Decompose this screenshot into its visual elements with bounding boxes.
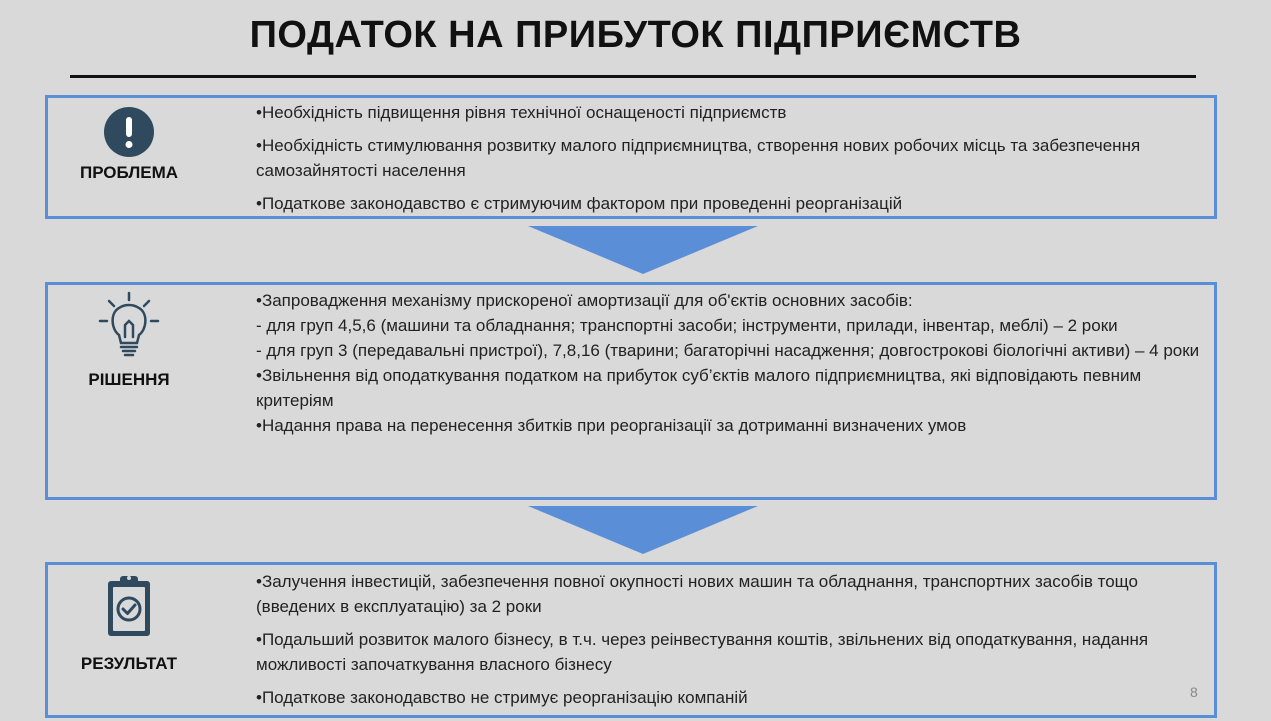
solution-item-1: •Запровадження механізму прискореної амортизації для об'єктів основних засобів: — [256, 291, 913, 310]
solution-item-4: •Звільнення від оподаткування податком на прибуток суб’єктів малого підприємництва, які відповідають певним критеріям — [256, 366, 1142, 410]
lightbulb-icon — [97, 291, 161, 359]
problem-text — [256, 100, 1208, 216]
solution-label: РІШЕННЯ — [88, 370, 170, 389]
solution-item-5: •Надання права на перенесення збитків при реорганізації за дотриманні визначених умов — [256, 416, 967, 435]
down-arrow-1 — [528, 226, 758, 276]
problem-item-2: •Необхідність стимулювання розвитку малого підприємництва, створення нових робочих місць та забезпечення самозайнятості населення — [256, 136, 1141, 180]
problem-item-1: •Необхідність підвищення рівня технічної оснащеності підприємств — [256, 103, 787, 122]
problem-label: ПРОБЛЕМА — [79, 163, 179, 182]
result-item-2: •Подальший розвиток малого бізнесу, в т.ч. через реінвестування коштів, звільнених від оподаткування, надання можливості започаткування власного бізнесу — [256, 630, 1149, 674]
title-underline — [70, 75, 1196, 78]
clipboard-check-icon — [104, 573, 154, 639]
down-arrow-2 — [528, 506, 758, 556]
solution-item-3: - для груп 3 (передавальні пристрої), 7,8,16 (тварини; багаторічні насадження; довгострокові біологічні активи) – 4 роки — [256, 341, 1200, 360]
solution-icon-column — [48, 285, 210, 497]
solution-text — [256, 288, 1208, 438]
result-text — [256, 569, 1208, 710]
solution-item-2: - для груп 4,5,6 (машини та обладнання; транспортні засоби; інструменти, прилади, інвентар, меблі) – 2 роки — [256, 316, 1118, 335]
result-item-3: •Податкове законодавство не стримує реорганізацію компаній — [256, 688, 748, 707]
result-icon-column — [48, 565, 210, 715]
page-number: 8 — [1190, 684, 1198, 700]
exclamation-circle-icon — [103, 106, 155, 158]
solution-box — [45, 282, 1217, 500]
problem-item-3: •Податкове законодавство є стримуючим фактором при проведенні реорганізацій — [256, 194, 903, 213]
result-box — [45, 562, 1217, 718]
problem-box — [45, 95, 1217, 219]
result-label: РЕЗУЛЬТАТ — [80, 654, 178, 673]
slide-title: ПОДАТОК НА ПРИБУТОК ПІДПРИЄМСТВ — [249, 14, 1022, 56]
problem-icon-column — [48, 98, 210, 216]
result-item-1: •Залучення інвестицій, забезпечення повної окупності нових машин та обладнання, транспортних засобів тощо (введених в експлуатацію) за 2 роки — [256, 572, 1138, 616]
